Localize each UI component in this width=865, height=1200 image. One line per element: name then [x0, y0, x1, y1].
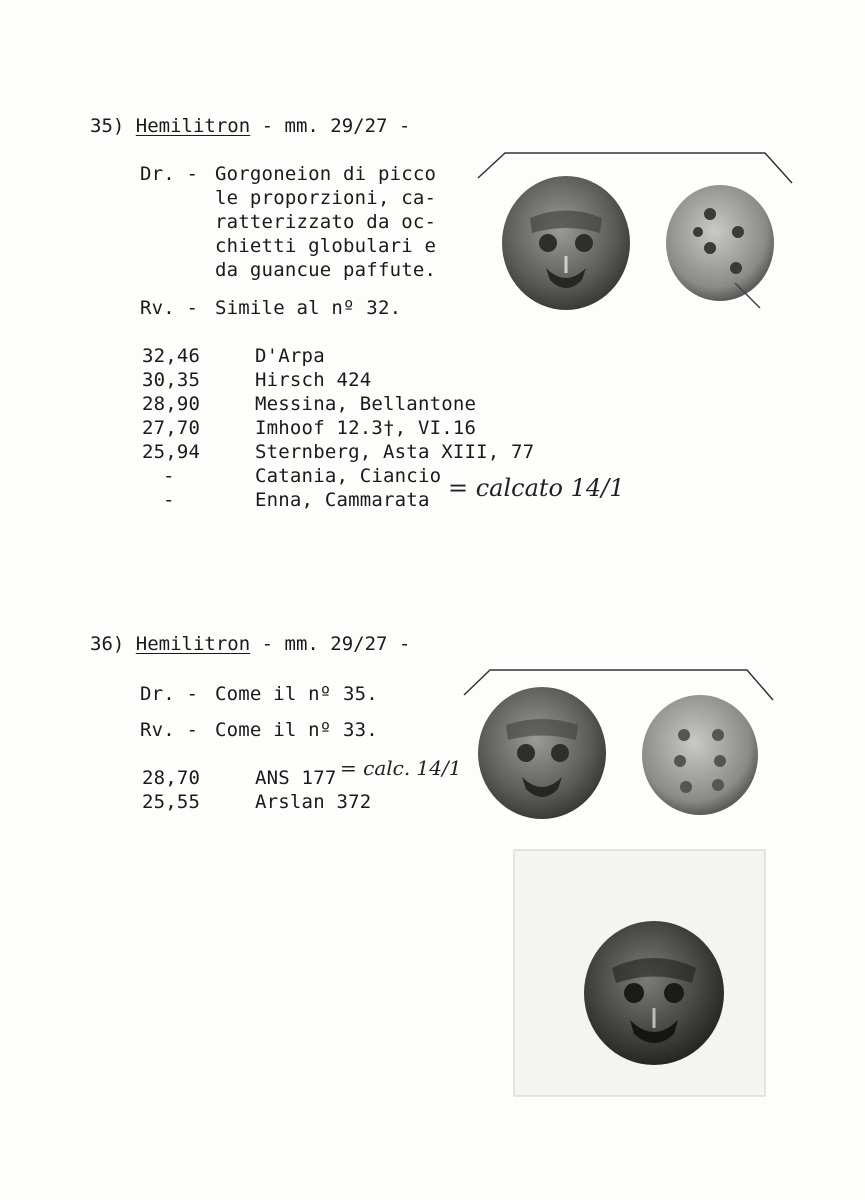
reverse-label: Rv. -: [140, 297, 199, 319]
specimen-source: Sternberg, Asta XIII, 77: [255, 441, 535, 463]
obverse-text: Come il nº 35.: [215, 683, 378, 705]
entry-35-header: [90, 114, 410, 138]
obverse-line: Gorgoneion di picco: [215, 163, 437, 185]
specimen-weight: -: [163, 489, 175, 511]
obverse-line: le proporzioni, ca-: [215, 187, 437, 209]
coin-obverse: [478, 687, 606, 819]
specimen-weight: 32,46: [142, 345, 201, 367]
specimen-source: Hirsch 424: [255, 369, 372, 391]
specimen-weight: 25,55: [142, 791, 201, 813]
coin-photo-single: [512, 848, 767, 1098]
handwritten-note: = calc. 14/1: [340, 756, 462, 780]
obverse-label: Dr. -: [140, 163, 199, 185]
obverse-label: Dr. -: [140, 683, 199, 705]
specimen-source: Imhoof 12.3†, VI.16: [255, 417, 477, 439]
obverse-line: chietti globulari e: [215, 235, 437, 257]
entry-title: Hemilitron: [135, 633, 251, 655]
coin-photo-36: [462, 665, 777, 835]
specimen-source: Catania, Ciancio: [255, 465, 442, 487]
obverse-line: da guancue paffute.: [215, 259, 437, 281]
specimen-weight: 27,70: [142, 417, 201, 439]
reverse-text: Come il nº 33.: [215, 719, 378, 741]
handwritten-note: = calcato 14/1: [448, 474, 625, 502]
entry-36-header: [90, 632, 410, 656]
specimen-weight: 28,90: [142, 393, 201, 415]
reverse-label: Rv. -: [140, 719, 199, 741]
specimen-source: D'Arpa: [255, 345, 325, 367]
specimen-source: Arslan 372: [255, 791, 372, 813]
entry-size: - mm. 29/27 -: [261, 115, 411, 137]
coin-reverse: [666, 185, 774, 301]
coin-reverse: [642, 695, 758, 815]
entry-size: - mm. 29/27 -: [261, 633, 411, 655]
coin-photo-35: [470, 148, 800, 338]
specimen-source: Messina, Bellantone: [255, 393, 477, 415]
coin-obverse: [502, 176, 630, 310]
obverse-line: ratterizzato da oc-: [215, 211, 437, 233]
specimen-weight: 28,70: [142, 767, 201, 789]
specimen-source: ANS 177: [255, 767, 337, 789]
specimen-source: Enna, Cammarata: [255, 489, 430, 511]
reverse-text: Simile al nº 32.: [215, 297, 402, 319]
specimen-weight: 25,94: [142, 441, 201, 463]
entry-number: 35): [90, 115, 125, 137]
specimen-weight: 30,35: [142, 369, 201, 391]
entry-number: 36): [90, 633, 125, 655]
coin-obverse: [584, 921, 724, 1065]
specimen-weight: -: [163, 465, 175, 487]
entry-title: Hemilitron: [135, 115, 251, 137]
